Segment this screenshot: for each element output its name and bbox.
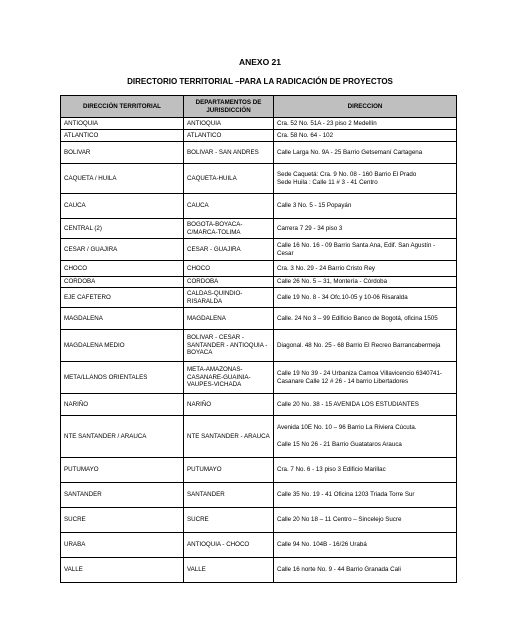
table-row: [61, 130, 457, 142]
cell-departamentos: ATLANTICO: [184, 130, 274, 142]
cell-direccion-territorial: EJE CAFETERO: [61, 288, 184, 308]
cell-departamentos: ANTIOQUIA - CHOCO: [184, 533, 274, 558]
cell-departamentos: CESAR - GUAJIRA: [184, 239, 274, 261]
table-row: [61, 288, 457, 308]
table-row: [61, 394, 457, 416]
cell-direccion-territorial: CORDOBA: [61, 277, 184, 288]
cell-departamentos: ANTIOQUIA: [184, 118, 274, 130]
cell-direccion: Calle 35 No. 19 - 41 Oficina 1203 Triada Torre Sur: [274, 483, 457, 508]
cell-direccion: [274, 164, 457, 194]
table-row: [61, 458, 457, 483]
cell-direccion: Carrera 7 29 - 34 piso 3: [274, 219, 457, 239]
document-title: DIRECTORIO TERRITORIAL –PARA LA RADICACIÓN DE PROYECTOS: [127, 77, 393, 86]
cell-direccion-territorial: META/LLANOS ORIENTALES: [61, 362, 184, 394]
cell-direccion: Calle 94 No. 104B - 16/26 Urabá: [274, 533, 457, 558]
cell-direccion: Diagonal. 48 No. 25 - 68 Barrio El Recreo Barrancabermeja: [274, 330, 457, 362]
cell-departamentos: NARIÑO: [184, 394, 274, 416]
cell-departamentos: BOLIVAR - CESAR - SANTANDER - ANTIOQUIA - BOYACA: [184, 330, 274, 362]
cell-direccion-territorial: CENTRAL (2): [61, 219, 184, 239]
table-row: [61, 219, 457, 239]
cell-direccion: Calle 16 No. 16 - 09 Barrio Santa Ana, Edif. San Agustín - Cesar: [274, 239, 457, 261]
cell-direccion-territorial: CHOCO: [61, 261, 184, 277]
cell-departamentos: NTE SANTANDER - ARAUCA: [184, 416, 274, 458]
cell-departamentos: BOLIVAR - SAN ANDRES: [184, 142, 274, 164]
cell-direccion-territorial: URABA: [61, 533, 184, 558]
address-line: Avenida 10E No. 10 – 96 Barrio La Riviera Cúcuta.: [277, 424, 417, 432]
annex-title: ANEXO 21: [238, 57, 282, 67]
address-line: Sede Huila : Calle 11 # 3 - 41 Centro: [277, 178, 378, 186]
address-line: Calle 15 No 26 - 21 Barrio Guatataros Arauca: [277, 441, 402, 448]
cell-direccion-territorial: CAQUETA / HUILA: [61, 164, 184, 194]
cell-direccion-territorial: ATLANTICO: [61, 130, 184, 142]
cell-departamentos: CORDOBA: [184, 277, 274, 288]
table-row: [61, 118, 457, 130]
table-row: [61, 239, 457, 261]
table-row: [61, 533, 457, 558]
cell-direccion: Calle Larga No. 9A - 25 Barrio Getsemaní Cartagena: [274, 142, 457, 164]
table-row: [61, 277, 457, 288]
cell-direccion: [274, 416, 457, 458]
table-row: [61, 308, 457, 330]
table-row: [61, 558, 457, 583]
cell-direccion: Calle 19 No 39 - 24 Urbaniza Camoa Villavicencio 6340741- Casanare Calle 12 # 26 - 14 barrio Libertadores: [274, 362, 457, 394]
cell-direccion-territorial: MAGDALENA: [61, 308, 184, 330]
header-direccion-territorial: DIRECCIÓN TERRITORIAL: [61, 96, 184, 118]
cell-direccion-territorial: SANTANDER: [61, 483, 184, 508]
table-row: [61, 508, 457, 533]
cell-departamentos: PUTUMAYO: [184, 458, 274, 483]
cell-direccion: Cra. 7 No. 6 - 13 piso 3 Edificio Marillac: [274, 458, 457, 483]
cell-direccion-territorial: NTE SANTANDER / ARAUCA: [61, 416, 184, 458]
cell-departamentos: META-AMAZONAS-CASANARE-GUAINIA-VAUPES-VICHADA: [184, 362, 274, 394]
cell-departamentos: CHOCO: [184, 261, 274, 277]
table-row: [61, 261, 457, 277]
cell-departamentos: SUCRE: [184, 508, 274, 533]
cell-direccion-territorial: CESAR / GUAJIRA: [61, 239, 184, 261]
cell-direccion: Cra. 52 No. 51A - 23 piso 2 Medellín: [274, 118, 457, 130]
header-departamentos: DEPARTAMENTOS DE JURISDICCIÓN: [184, 96, 274, 118]
table-row: [61, 164, 457, 194]
cell-departamentos: CALDAS-QUINDIO-RISARALDA: [184, 288, 274, 308]
cell-direccion-territorial: PUTUMAYO: [61, 458, 184, 483]
cell-direccion: Calle. 24 No 3 – 99 Edificio Banco de Bogotá, oficina 1505: [274, 308, 457, 330]
cell-direccion-territorial: ANTIOQUIA: [61, 118, 184, 130]
cell-direccion: Calle 19 No. 8 - 34 Ofc.10-05 y 10-06 Risaralda: [274, 288, 457, 308]
table-row: [61, 483, 457, 508]
cell-departamentos: CAQUETA-HUILA: [184, 164, 274, 194]
cell-departamentos: VALLE: [184, 558, 274, 583]
table-row: [61, 416, 457, 458]
directory-table: [60, 95, 457, 583]
cell-direccion: Calle 20 No 18 – 11 Centro – Sincelejo Sucre: [274, 508, 457, 533]
cell-direccion-territorial: SUCRE: [61, 508, 184, 533]
cell-departamentos: MAGDALENA: [184, 308, 274, 330]
table-header-row: [61, 96, 457, 118]
table-row: [61, 194, 457, 219]
table-row: [61, 142, 457, 164]
cell-direccion-territorial: BOLIVAR: [61, 142, 184, 164]
cell-direccion: Calle 3 No. 5 - 15 Popayán: [274, 194, 457, 219]
cell-direccion-territorial: VALLE: [61, 558, 184, 583]
cell-departamentos: BOGOTA-BOYACA-C/MARCA-TOLIMA: [184, 219, 274, 239]
cell-direccion: Calle 20 No. 38 - 15 AVENIDA LOS ESTUDIANTES: [274, 394, 457, 416]
cell-direccion: Calle 16 norte No. 9 - 44 Barrio Granada Cali: [274, 558, 457, 583]
cell-direccion-territorial: CAUCA: [61, 194, 184, 219]
header-direccion: DIRECCION: [274, 96, 457, 118]
address-line: Sede Caquetá: Cra. 9 No. 08 - 160 Barrio El Prado: [277, 170, 417, 178]
cell-direccion: Cra. 58 No. 64 - 102: [274, 130, 457, 142]
table-row: [61, 362, 457, 394]
cell-direccion-territorial: MAGDALENA MEDIO: [61, 330, 184, 362]
table-row: [61, 330, 457, 362]
cell-direccion-territorial: NARIÑO: [61, 394, 184, 416]
cell-direccion: Calle 26 No. 5 – 31, Montería - Córdoba: [274, 277, 457, 288]
cell-direccion: Cra. 3 No. 29 - 24 Barrio Cristo Rey: [274, 261, 457, 277]
cell-departamentos: CAUCA: [184, 194, 274, 219]
cell-departamentos: SANTANDER: [184, 483, 274, 508]
